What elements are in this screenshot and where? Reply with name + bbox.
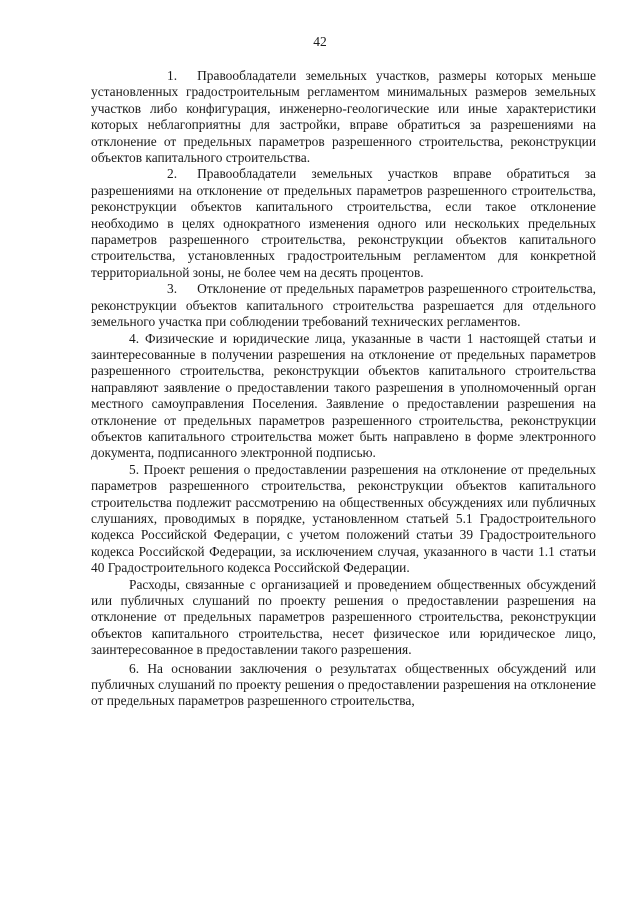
- paragraph-number: 3.: [167, 281, 178, 297]
- paragraph-number: 2.: [167, 166, 178, 182]
- paragraph-text: Проект решения о предоставлении разрешения на отклонение от предельных параметров разрешенного строительства, реконструкции объектов капитального строительства подлежит рассмотрению на общественных обсуждениях или публичных слушаниях, проводимых в порядке, установленном статьей 5.1 Градостроительного кодекса Российской Федерации, с учетом положений статьи 39 Градостроительного кодекса Российской Федерации, за исключением случая, указанного в части 1.1 статьи 40 Градостроительного кодекса Российской Федерации.: [91, 461, 596, 576]
- paragraph-text: Правообладатели земельных участков вправе обратиться за разрешениями на отклонение от предельных параметров разрешенного строительства, реконструкции объектов капитального строительства, если такое отклонение необходимо в целях однократного изменения одного или нескольких предельных параметров разрешенного строительства, реконструкции объектов капитального строительства, установленных градостроительным регламентом для конкретной территориальной зоны, не более чем на десять процентов.: [91, 166, 596, 280]
- paragraph-text: На основании заключения о результатах общественных обсуждений или публичных слушаний по проекту решения о предоставлении разрешения на отклонение от предельных параметров разрешенного строительства,: [91, 660, 596, 709]
- paragraph-2: [91, 166, 596, 281]
- paragraph-text: Правообладатели земельных участков, размеры которых меньше установленных градостроительным регламентом минимальных размеров земельных участков либо конфигурация, инженерно-геологические или иные характеристики которых неблагоприятны для застройки, вправе обратиться за разрешениями на отклонение от предельных параметров разрешенного строительства, реконструкции объектов капитального строительства.: [91, 68, 596, 166]
- paragraph-4: [91, 331, 596, 462]
- paragraph-number: 6.: [129, 660, 140, 676]
- paragraph-text: Физические и юридические лица, указанные в части 1 настоящей статьи и заинтересованные в получении разрешения на отклонение от предельных параметров разрешенного строительства, реконструкции объектов капитального строительства направляют заявление о предоставлении такого разрешения в уполномоченный орган местного самоуправления Поселения. Заявление о предоставлении разрешения на отклонение от предельных параметров разрешенного строительства, реконструкции объектов капитального строительства может быть направлено в форме электронного документа, подписанного электронной подписью.: [91, 330, 596, 461]
- paragraph-number: 5.: [129, 461, 140, 477]
- document-body: [91, 68, 596, 710]
- paragraph-number: 4.: [129, 330, 140, 346]
- paragraph-5: [91, 462, 596, 577]
- page-number: 42: [313, 34, 327, 49]
- paragraph-text: Отклонение от предельных параметров разрешенного строительства, реконструкции объектов капитального строительства разрешается для отдельного земельного участка при соблюдении требований технических регламентов.: [91, 281, 596, 330]
- paragraph-3: [91, 281, 596, 330]
- paragraph-number: 1.: [167, 68, 178, 83]
- paragraph-6: [91, 661, 596, 710]
- paragraph-5-expenses: [91, 577, 596, 659]
- paragraph-text: Расходы, связанные с организацией и проведением общественных обсуждений или публичных слушаний по проекту решения о предоставлении разрешения на отклонение от предельных параметров разрешенного строительства, реконструкции объектов капитального строительства, несет физическое или юридическое лицо, заинтересованное в предоставлении такого разрешения.: [91, 576, 596, 658]
- paragraph-1: [91, 68, 596, 166]
